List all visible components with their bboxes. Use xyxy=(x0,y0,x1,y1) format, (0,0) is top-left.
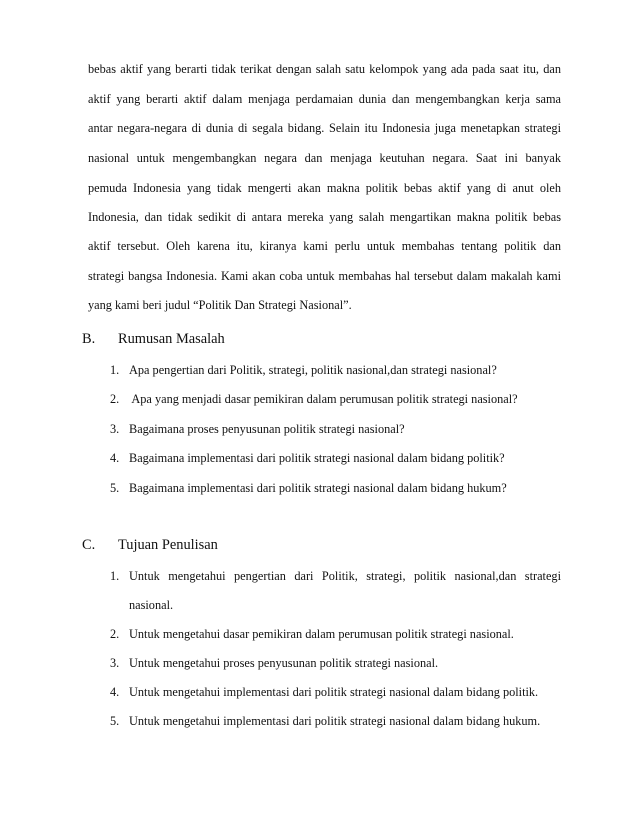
paragraph-line: nasional untuk mengembangkan negara dan menjaga keutuhan negara. Saat ini banyak xyxy=(88,151,561,165)
section-b-title: Rumusan Masalah xyxy=(118,331,225,347)
list-item-text: Apa yang menjadi dasar pemikiran dalam perumusan politik strategi nasional? xyxy=(129,392,518,406)
section-b-heading xyxy=(82,330,225,348)
list-item xyxy=(110,421,561,437)
list-item-number: 4. xyxy=(110,685,120,699)
list-item-text: Untuk mengetahui dasar pemikiran dalam perumusan politik strategi nasional. xyxy=(129,627,514,641)
list-item-number: 3. xyxy=(110,656,120,670)
list-item xyxy=(110,391,561,407)
list-item-number: 1. xyxy=(110,569,120,583)
list-item xyxy=(110,713,561,729)
list-item-text: Bagaimana proses penyusunan politik strategi nasional? xyxy=(129,422,405,436)
paragraph-line: strategi bangsa Indonesia. Kami akan coba untuk membahas hal tersebut dalam makalah kami xyxy=(88,269,561,283)
list-item-text: Untuk mengetahui pengertian dari Politik, strategi, politik nasional,dan strategi xyxy=(129,569,561,583)
paragraph-line: yang kami beri judul “Politik Dan Strategi Nasional”. xyxy=(88,298,352,312)
paragraph-line: pemuda Indonesia yang tidak mengerti akan makna politik bebas aktif yang di anut oleh xyxy=(88,181,561,195)
paragraph-line: bebas aktif yang berarti tidak terikat dengan salah satu kelompok yang ada pada saat itu, dan xyxy=(88,62,561,76)
list-item xyxy=(110,626,561,642)
list-item-number: 1. xyxy=(110,363,120,377)
list-item-number: 5. xyxy=(110,481,120,495)
section-b-letter: B. xyxy=(82,331,96,347)
list-item-number: 4. xyxy=(110,451,120,465)
list-item-text: Bagaimana implementasi dari politik strategi nasional dalam bidang hukum? xyxy=(129,481,507,495)
paragraph-line: aktif yang berarti aktif dalam menjaga perdamaian dunia dan mengembangkan kerja sama xyxy=(88,92,561,106)
list-item xyxy=(110,450,561,466)
section-c-letter: C. xyxy=(82,537,96,553)
list-item-number: 5. xyxy=(110,714,120,728)
paragraph-line: antar negara-negara di dunia di segala bidang. Selain itu Indonesia juga menetapkan strategi xyxy=(88,121,561,135)
list-item xyxy=(110,655,561,671)
paragraph-line: Indonesia, dan tidak sedikit di antara mereka yang salah mengartikan makna politik bebas xyxy=(88,210,561,224)
list-item-text: Untuk mengetahui implementasi dari politik strategi nasional dalam bidang politik. xyxy=(129,685,539,699)
list-item xyxy=(110,568,561,584)
list-item-number: 2. xyxy=(110,627,120,641)
list-item-text: Untuk mengetahui implementasi dari politik strategi nasional dalam bidang hukum. xyxy=(129,714,541,728)
section-c-heading xyxy=(82,536,218,554)
list-item-text: Untuk mengetahui proses penyusunan politik strategi nasional. xyxy=(129,656,439,670)
list-item-number: 2. xyxy=(110,392,120,406)
list-item-continuation: nasional. xyxy=(129,598,174,612)
list-item xyxy=(110,362,561,378)
list-item-number: 3. xyxy=(110,422,120,436)
paragraph-line: aktif tersebut. Oleh karena itu, kiranya kami perlu untuk membahas tentang politik dan xyxy=(88,239,561,253)
list-item xyxy=(110,480,561,496)
list-item-text: Bagaimana implementasi dari politik strategi nasional dalam bidang politik? xyxy=(129,451,505,465)
list-item xyxy=(110,684,561,700)
list-item-text: Apa pengertian dari Politik, strategi, politik nasional,dan strategi nasional? xyxy=(129,363,497,377)
section-c-title: Tujuan Penulisan xyxy=(118,537,218,553)
